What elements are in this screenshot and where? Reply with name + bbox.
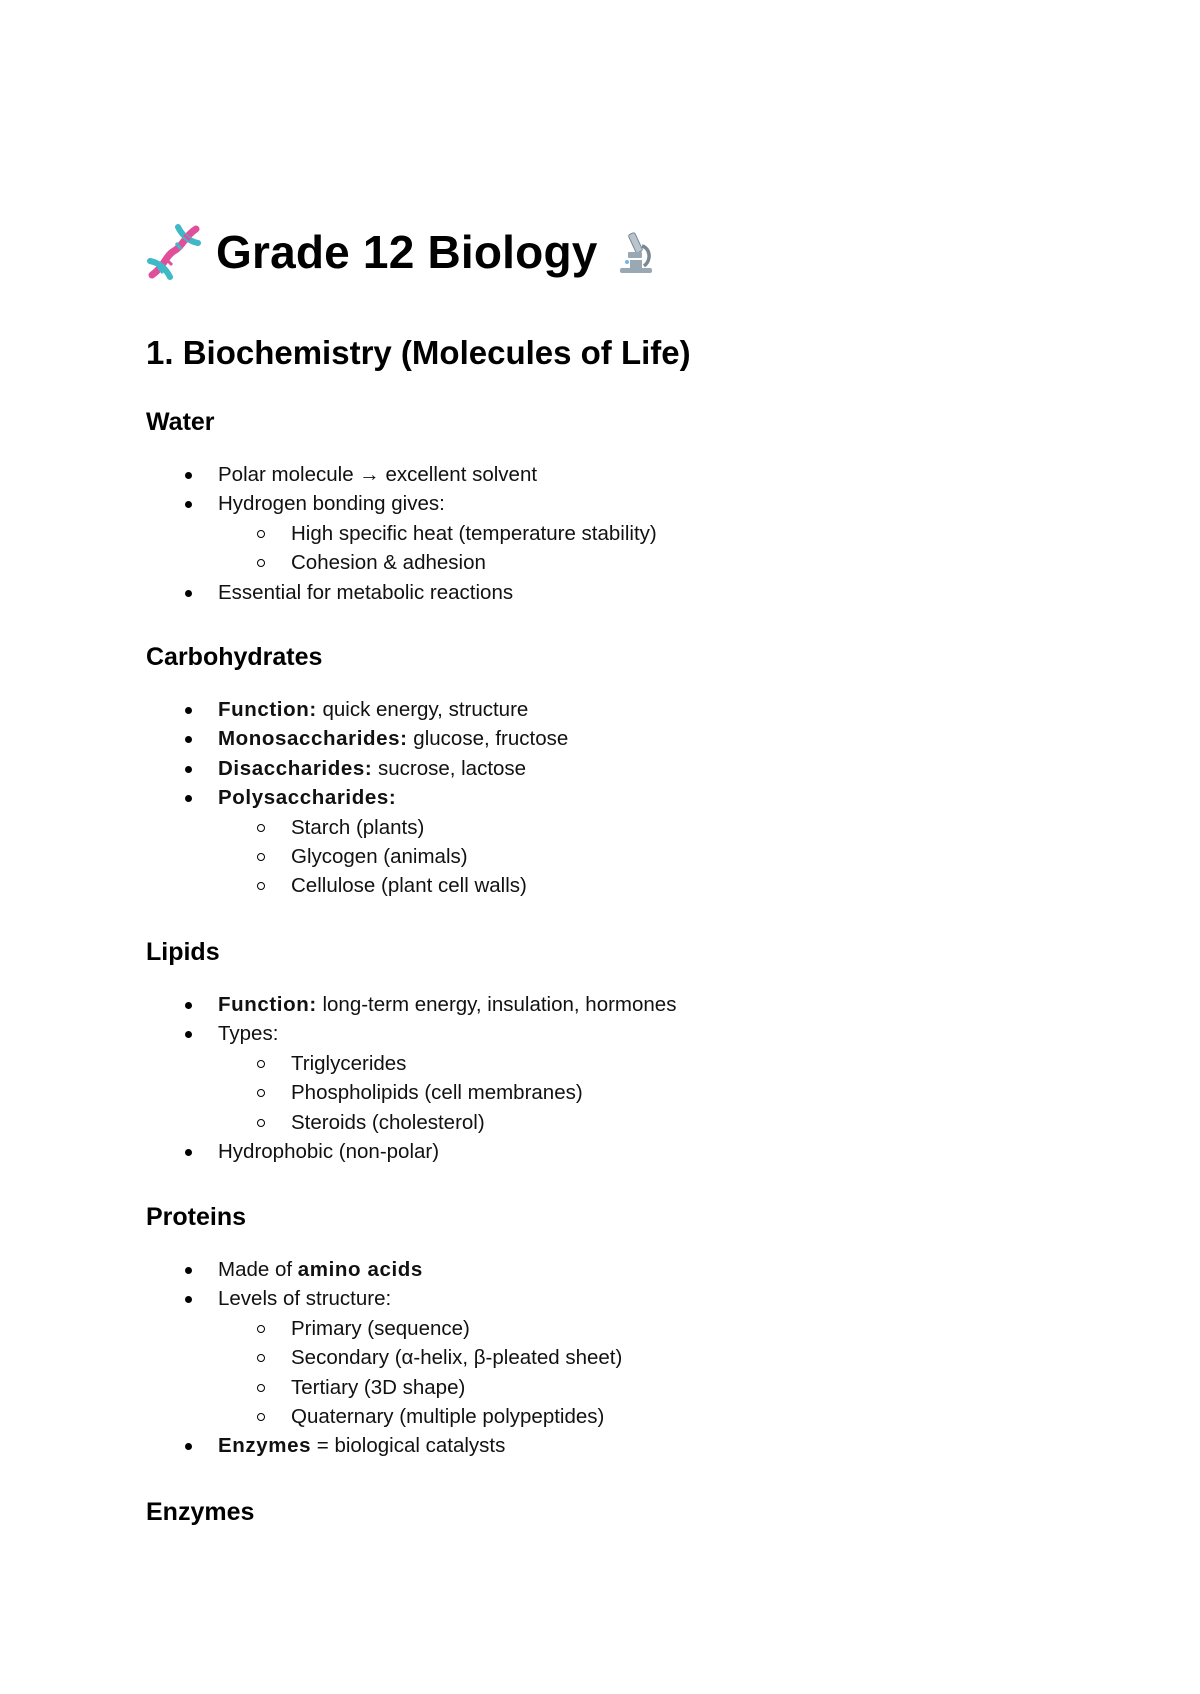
list-item: Essential for metabolic reactions	[146, 578, 1046, 607]
sub-list-item: Cellulose (plant cell walls)	[146, 871, 1046, 900]
section-heading-biochemistry: 1. Biochemistry (Molecules of Life)	[146, 334, 691, 371]
list-item: Hydrogen bonding gives:	[146, 489, 1046, 518]
term-label: Function:	[218, 993, 317, 1016]
list-item: Hydrophobic (non-polar)	[146, 1137, 1046, 1166]
term-text: sucrose, lactose	[372, 756, 527, 780]
lipids-list	[146, 990, 1046, 1166]
carbohydrates-list	[146, 695, 1046, 901]
term-text: = biological catalysts	[311, 1434, 506, 1458]
term-text: long-term energy, insulation, hormones	[316, 993, 677, 1016]
sub-list-item: Quaternary (multiple polypeptides)	[146, 1402, 1046, 1431]
document-title-row	[146, 222, 656, 282]
list-item: Levels of structure:	[146, 1284, 1046, 1313]
sub-list-item: Tertiary (3D shape)	[146, 1373, 1046, 1402]
term-label: Monosaccharides:	[218, 727, 408, 751]
water-section	[146, 404, 1046, 607]
term-label: Disaccharides:	[218, 756, 373, 780]
list-item	[146, 990, 1046, 1019]
term-text: glucose, fructose	[407, 727, 569, 751]
carbohydrates-section	[146, 639, 1046, 901]
list-item: Types:	[146, 1019, 1046, 1048]
list-item	[146, 695, 1046, 724]
list-item	[146, 1431, 1046, 1460]
water-heading: Water	[146, 408, 215, 436]
term-label: Enzymes	[218, 1434, 312, 1458]
proteins-section	[146, 1199, 1046, 1461]
proteins-list	[146, 1255, 1046, 1461]
sub-list-item: Phospholipids (cell membranes)	[146, 1078, 1046, 1107]
lipids-section	[146, 934, 1046, 1166]
term-text: quick energy, structure	[316, 698, 529, 721]
proteins-heading: Proteins	[146, 1203, 247, 1231]
list-item	[146, 754, 1046, 783]
sub-list-item: Steroids (cholesterol)	[146, 1108, 1046, 1137]
dna-icon	[146, 223, 202, 281]
term-label: Polysaccharides:	[218, 786, 397, 810]
sub-list-item: High specific heat (temperature stability)	[146, 519, 1046, 548]
sub-list-item: Cohesion & adhesion	[146, 548, 1046, 577]
sub-list-item: Secondary (α-helix, β-pleated sheet)	[146, 1343, 1046, 1372]
sub-list-item: Triglycerides	[146, 1049, 1046, 1078]
list-item: Polar molecule → excellent solvent	[146, 460, 1046, 489]
page-title: Grade 12 Biology	[216, 226, 598, 278]
lipids-heading: Lipids	[146, 938, 220, 966]
list-item	[146, 1255, 1046, 1284]
term-label: amino acids	[297, 1258, 423, 1281]
sub-list-item: Glycogen (animals)	[146, 842, 1046, 871]
term-text: Made of	[218, 1258, 298, 1281]
enzymes-section	[146, 1494, 1046, 1550]
list-item	[146, 724, 1046, 753]
enzymes-heading: Enzymes	[146, 1498, 255, 1526]
microscope-icon	[614, 230, 656, 274]
list-item	[146, 783, 1046, 812]
water-list	[146, 460, 1046, 607]
sub-list-item: Starch (plants)	[146, 813, 1046, 842]
term-label: Function:	[218, 698, 317, 721]
sub-list-item: Primary (sequence)	[146, 1314, 1046, 1343]
carbohydrates-heading: Carbohydrates	[146, 643, 323, 671]
